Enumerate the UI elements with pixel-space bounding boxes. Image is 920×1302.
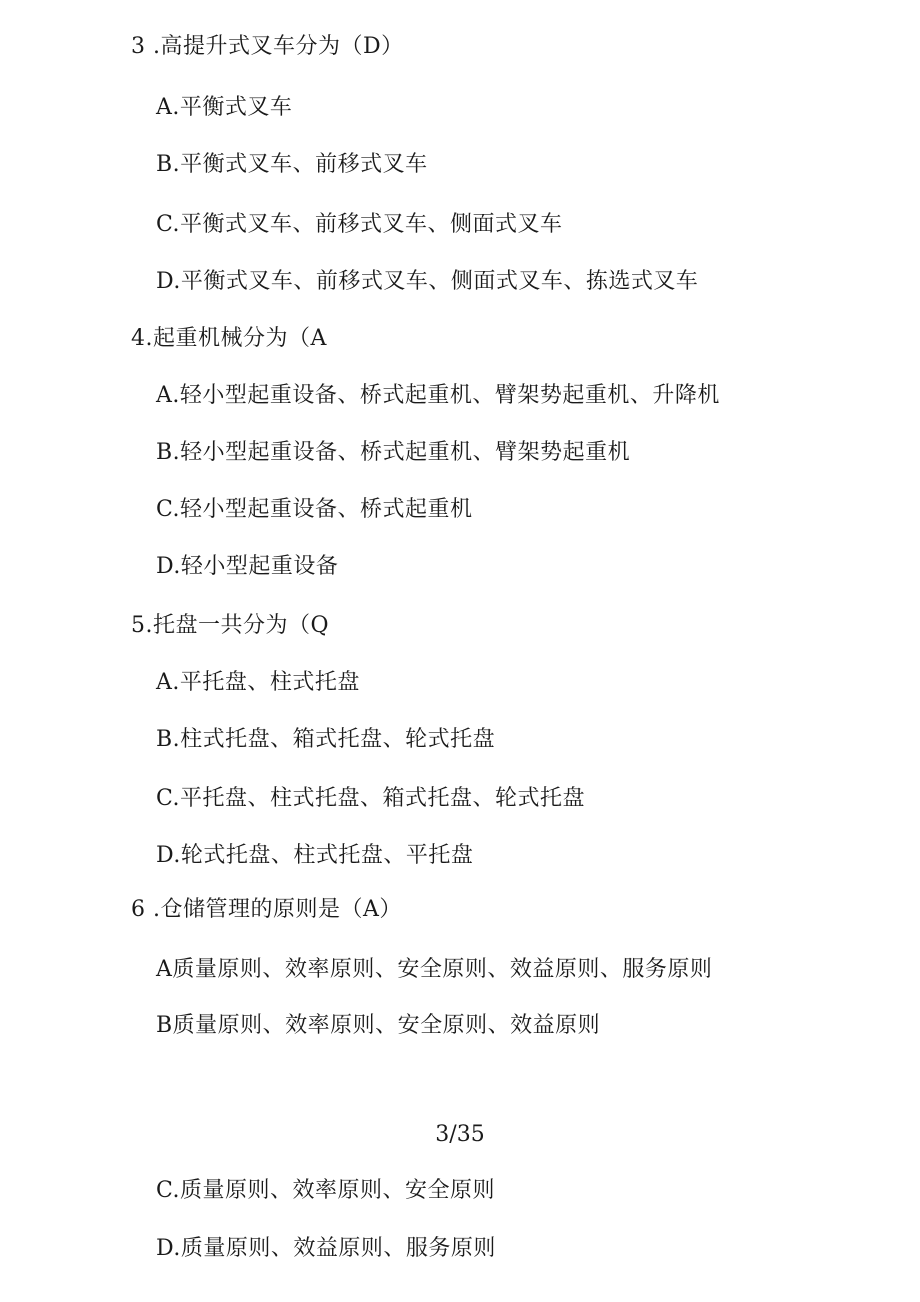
page-number: 3/35 bbox=[435, 1122, 485, 1147]
question-3-stem: 3 .高提升式叉车分为（D） bbox=[131, 34, 404, 59]
question-6-stem: 6 .仓储管理的原则是（A） bbox=[131, 897, 402, 922]
question-6-option-d: D.质量原则、效益原则、服务原则 bbox=[156, 1236, 496, 1261]
question-3-option-b: B.平衡式叉车、前移式叉车 bbox=[156, 152, 428, 177]
question-4-option-c: C.轻小型起重设备、桥式起重机 bbox=[156, 497, 473, 522]
question-6-option-c: C.质量原则、效率原则、安全原则 bbox=[156, 1178, 496, 1203]
question-3-option-a: A.平衡式叉车 bbox=[156, 95, 293, 120]
question-6-option-b: B质量原则、效率原则、安全原则、效益原则 bbox=[156, 1013, 601, 1038]
question-6-option-a: A质量原则、效率原则、安全原则、效益原则、服务原则 bbox=[156, 957, 713, 982]
question-5-option-c: C.平托盘、柱式托盘、箱式托盘、轮式托盘 bbox=[156, 786, 586, 811]
question-3-option-c: C.平衡式叉车、前移式叉车、侧面式叉车 bbox=[156, 212, 563, 237]
question-5-option-a: A.平托盘、柱式托盘 bbox=[156, 670, 360, 695]
question-4-option-a: A.轻小型起重设备、桥式起重机、臂架势起重机、升降机 bbox=[156, 383, 720, 408]
question-4-stem: 4.起重机械分为（A bbox=[131, 326, 327, 351]
question-5-stem: 5.托盘一共分为（Q bbox=[131, 613, 330, 638]
question-3-option-d: D.平衡式叉车、前移式叉车、侧面式叉车、拣选式叉车 bbox=[156, 269, 699, 294]
question-4-option-b: B.轻小型起重设备、桥式起重机、臂架势起重机 bbox=[156, 440, 631, 465]
question-5-option-d: D.轮式托盘、柱式托盘、平托盘 bbox=[156, 843, 474, 868]
question-5-option-b: B.柱式托盘、箱式托盘、轮式托盘 bbox=[156, 727, 496, 752]
question-4-option-d: D.轻小型起重设备 bbox=[156, 554, 339, 579]
